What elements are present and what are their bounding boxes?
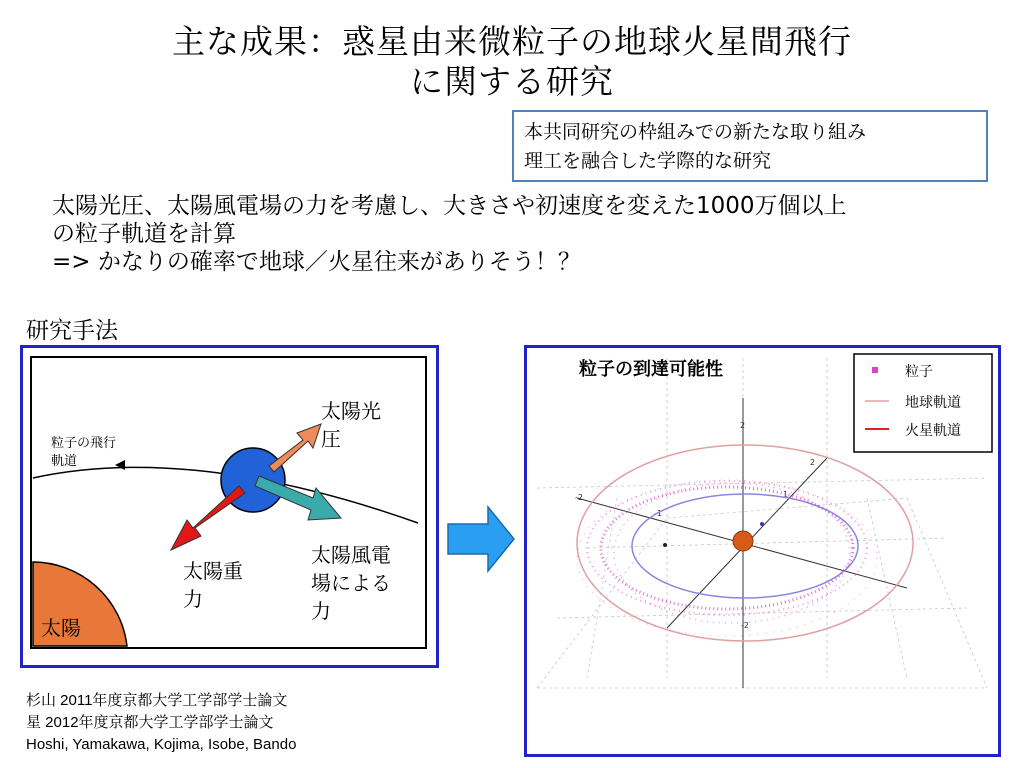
pressure-label-2: 圧 [321, 427, 341, 451]
sun-label: 太陽 [41, 616, 81, 640]
summary-line-1: 太陽光圧、太陽風電場の力を考慮し、大きさや初速度を変えた1000万個以上 [52, 193, 847, 219]
references [26, 690, 296, 756]
legend-particle-marker [872, 367, 878, 373]
method-heading: 研究手法 [26, 318, 118, 344]
note-box [512, 110, 988, 182]
solar-wind-label-3: 力 [311, 599, 331, 623]
method-panel [20, 345, 439, 668]
summary-text [52, 192, 1002, 276]
title-line-1: 主な成果：惑星由来微粒子の地球火星間飛行 [172, 22, 852, 61]
plot-title: 粒子の到達可能性 [579, 359, 723, 380]
svg-text:-2: -2 [575, 493, 583, 502]
summary-line-3: => かなりの確率で地球／火星往来がありそう！？ [52, 249, 581, 275]
method-diagram [23, 348, 436, 665]
reference-2: 星 2012年度京都大学工学部学士論文 [26, 714, 274, 731]
gravity-label-2: 力 [183, 587, 203, 611]
svg-text:-2: -2 [741, 621, 749, 630]
legend-particle: 粒子 [905, 364, 933, 380]
plot-panel [524, 345, 1001, 757]
note-line-1: 本共同研究の枠組みでの新たな取り組み [524, 121, 867, 143]
solar-wind-label-2: 場による [311, 571, 391, 595]
title-line-2: に関する研究 [410, 62, 614, 101]
orbit-plot [527, 348, 998, 754]
pressure-label-1: 太陽光 [321, 399, 381, 423]
plot-point [760, 522, 764, 526]
plot-sun [733, 531, 753, 551]
trajectory-label-2: 軌道 [51, 454, 78, 469]
transition-arrow-icon [446, 503, 516, 573]
plot-point [663, 543, 667, 547]
svg-text:-1: -1 [654, 509, 662, 518]
legend-earth-orbit: 地球軌道 [905, 395, 961, 411]
trajectory-label-1: 粒子の飛行 [51, 436, 117, 451]
summary-line-2: の粒子軌道を計算 [52, 221, 236, 247]
reference-1: 杉山 2011年度京都大学工学部学士論文 [26, 692, 288, 709]
solar-wind-label-1: 太陽風電 [311, 543, 391, 567]
plot-legend [854, 354, 992, 452]
svg-text:2: 2 [810, 458, 816, 467]
svg-text:2: 2 [740, 421, 746, 430]
reference-3: Hoshi, Yamakawa, Kojima, Isobe, Bando [26, 736, 297, 753]
svg-text:1: 1 [783, 490, 789, 499]
legend-mars-orbit: 火星軌道 [905, 423, 961, 439]
slide-title [0, 22, 1024, 102]
particle-cloud [577, 480, 877, 636]
gravity-label-1: 太陽重 [183, 559, 243, 583]
note-line-2: 理工を融合した学際的な研究 [524, 150, 772, 172]
